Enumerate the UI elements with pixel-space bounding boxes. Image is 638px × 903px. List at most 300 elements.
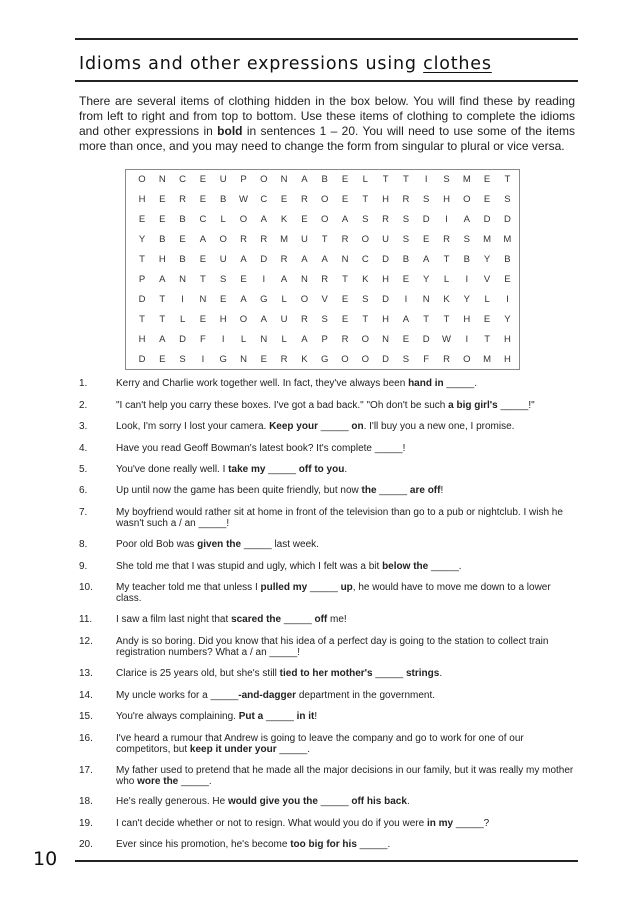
grid-row: [126, 250, 519, 270]
grid-letter: R: [260, 234, 268, 245]
grid-letter: A: [301, 174, 308, 185]
grid-letter: S: [179, 354, 186, 365]
grid-letter: R: [280, 254, 288, 265]
question-text: [116, 690, 578, 701]
bold-expression: too big for his: [290, 839, 357, 850]
bold-expression: in my: [426, 818, 454, 829]
bold-expression: on: [351, 421, 364, 432]
grid-letter: Y: [483, 254, 491, 265]
question-text: [116, 636, 578, 658]
grid-letter: F: [199, 334, 206, 345]
grid-letter: S: [402, 214, 410, 225]
grid-letter: H: [443, 194, 450, 205]
grid-letter: B: [179, 214, 186, 225]
grid-letter: I: [181, 294, 184, 305]
question-fragment: _____: [281, 614, 315, 625]
question-text: [116, 378, 578, 389]
grid-letter: E: [199, 194, 207, 205]
question-number: 7.: [79, 507, 88, 518]
grid-letter: E: [240, 274, 247, 285]
question-fragment: I saw a film last night that: [116, 614, 232, 625]
grid-letter: E: [159, 354, 166, 365]
grid-letter: H: [503, 334, 511, 345]
question-number: 20.: [79, 839, 93, 850]
grid-letter: S: [443, 174, 450, 185]
question-fragment: _____: [265, 464, 299, 475]
grid-letter: A: [260, 214, 267, 225]
grid-row: [126, 230, 519, 250]
title-rule: [75, 80, 578, 82]
question-fragment: My boyfriend would rather sit at home in front of the television than go to a pub or nightclub. I wish he wasn't such a / an _____!: [116, 507, 563, 529]
grid-letter: E: [423, 234, 430, 245]
grid-letter: N: [158, 174, 166, 185]
grid-letter: B: [179, 254, 186, 265]
grid-letter: E: [402, 334, 410, 345]
grid-letter: A: [240, 294, 247, 305]
question-fragment: . I'll buy you a new one, I promise.: [363, 421, 515, 432]
question-fragment: _____: [317, 421, 352, 432]
grid-letter: H: [138, 194, 146, 205]
grid-letter: S: [423, 194, 430, 205]
grid-letter: P: [321, 334, 328, 345]
question-number: 1.: [79, 378, 88, 389]
question-number: 17.: [79, 765, 93, 776]
grid-row: [126, 210, 519, 230]
question-fragment: _____.: [428, 561, 462, 572]
grid-letter: O: [463, 354, 471, 365]
grid-letter: E: [341, 174, 349, 185]
grid-letter: T: [362, 314, 369, 325]
grid-letter: K: [280, 214, 288, 225]
intro-bold-word: bold: [217, 124, 243, 138]
question-number: 13.: [79, 668, 93, 679]
grid-letter: E: [159, 214, 166, 225]
grid-letter: D: [422, 214, 430, 225]
bold-expression: tied to her mother's: [279, 668, 373, 679]
grid-letter: R: [382, 214, 390, 225]
grid-letter: S: [321, 314, 328, 325]
question-text: [116, 443, 578, 454]
grid-letter: E: [199, 254, 207, 265]
grid-letter: T: [342, 274, 348, 285]
grid-letter: D: [422, 334, 430, 345]
grid-letter: N: [382, 334, 390, 345]
bottom-rule: [75, 860, 578, 862]
grid-letter: M: [280, 234, 289, 245]
grid-letter: H: [138, 334, 146, 345]
grid-letter: D: [382, 294, 390, 305]
question-text: [116, 839, 578, 850]
grid-letter: B: [220, 194, 227, 205]
grid-letter: A: [280, 274, 288, 285]
grid-letter: E: [199, 314, 207, 325]
grid-letter: O: [239, 214, 248, 225]
grid-letter: W: [239, 194, 248, 205]
grid-row: [126, 350, 519, 370]
grid-letter: A: [199, 234, 207, 245]
bold-expression: keep it under your: [189, 744, 277, 755]
grid-letter: T: [504, 174, 511, 185]
grid-letter: A: [301, 334, 308, 345]
grid-letter: T: [362, 194, 369, 205]
grid-letter: K: [301, 354, 308, 365]
grid-letter: I: [506, 294, 509, 305]
grid-letter: S: [362, 294, 369, 305]
grid-letter: I: [221, 334, 225, 345]
grid-letter: L: [281, 294, 287, 305]
page-number: 10: [33, 848, 58, 870]
grid-letter: Y: [423, 274, 430, 285]
question-fragment: Kerry and Charlie work together well. In fact, they've always been: [116, 378, 409, 389]
title-prefix: Idioms and other expressions using: [79, 54, 424, 74]
grid-letter: O: [320, 214, 329, 225]
question-fragment: !: [440, 485, 444, 496]
grid-letter: D: [179, 334, 187, 345]
question-text: [116, 796, 578, 807]
question-fragment: I can't decide whether or not to resign. What would you do if you were: [116, 818, 427, 829]
question-number: 14.: [79, 690, 93, 701]
grid-letter: R: [300, 194, 308, 205]
grid-letter: O: [300, 294, 309, 305]
grid-letter: D: [382, 354, 390, 365]
grid-letter: T: [423, 314, 430, 325]
bold-expression: strings: [405, 668, 440, 679]
grid-letter: H: [158, 254, 166, 265]
question-fragment: You're always complaining.: [116, 711, 239, 722]
grid-letter: E: [138, 214, 146, 225]
question-fragment: Up until now the game has been quite friendly, but now: [116, 485, 362, 496]
question-fragment: Have you read Geoff Bowman's latest book? It's complete _____!: [116, 443, 406, 454]
grid-letter: B: [159, 234, 166, 245]
grid-letter: E: [199, 174, 207, 185]
intro-text-2: in sentences 1 – 20. You will need to use some of the items more than once, and you may need to change the form from singular to plural or vice versa.: [79, 124, 575, 153]
question-number: 16.: [79, 733, 93, 744]
bold-expression: Put a: [238, 711, 264, 722]
grid-letter: U: [219, 174, 227, 185]
bold-expression: are off: [409, 485, 441, 496]
question-fragment: _____.: [276, 744, 310, 755]
grid-letter: N: [240, 354, 247, 365]
grid-letter: R: [341, 334, 349, 345]
grid-letter: D: [138, 294, 146, 305]
question-number: 10.: [79, 582, 93, 593]
grid-letter: Y: [504, 314, 511, 325]
bold-expression: hand in: [408, 378, 444, 389]
grid-letter: E: [179, 234, 186, 245]
bold-expression: Keep your: [269, 421, 318, 432]
grid-letter: R: [443, 234, 450, 245]
question-fragment: department in the government.: [296, 690, 436, 701]
word-search-grid: [125, 169, 520, 370]
grid-letter: F: [423, 354, 430, 365]
grid-letter: T: [484, 334, 490, 345]
grid-letter: O: [239, 314, 248, 325]
question-number: 19.: [79, 818, 93, 829]
grid-letter: S: [402, 234, 410, 245]
bold-expression: up: [340, 582, 353, 593]
grid-letter: Y: [463, 294, 470, 305]
grid-letter: C: [199, 214, 207, 225]
question-number: 3.: [79, 421, 88, 432]
grid-letter: M: [462, 174, 471, 185]
question-fragment: .: [344, 464, 348, 475]
question-number: 6.: [79, 485, 88, 496]
bold-expression: take my: [228, 464, 266, 475]
grid-letter: P: [240, 174, 247, 185]
question-number: 2.: [79, 400, 88, 411]
question-number: 4.: [79, 443, 88, 454]
grid-letter: E: [280, 194, 288, 205]
question-fragment: She told me that I was stupid and ugly, which I felt was a bit: [116, 561, 383, 572]
grid-letter: I: [424, 174, 428, 185]
question-fragment: .: [439, 668, 443, 679]
question-number: 11.: [79, 614, 93, 625]
grid-letter: K: [362, 274, 369, 285]
grid-letter: A: [321, 254, 328, 265]
grid-letter: C: [179, 174, 187, 185]
grid-letter: I: [404, 294, 408, 305]
grid-letter: E: [260, 354, 267, 365]
grid-letter: O: [361, 354, 369, 365]
grid-letter: E: [341, 294, 349, 305]
grid-letter: R: [300, 314, 308, 325]
grid-letter: E: [483, 174, 491, 185]
grid-letter: R: [443, 354, 450, 365]
grid-letter: L: [240, 334, 247, 345]
grid-letter: T: [321, 234, 328, 245]
intro-paragraph: [79, 94, 575, 154]
question-fragment: me!: [327, 614, 347, 625]
grid-letter: H: [503, 354, 511, 365]
grid-letter: A: [159, 274, 166, 285]
grid-letter: B: [402, 254, 410, 265]
bold-expression: wore the: [137, 776, 179, 787]
grid-letter: O: [138, 174, 146, 185]
grid-letter: I: [465, 334, 469, 345]
question-fragment: Andy is so boring. Did you know that his idea of a perfect day is going to the station to collect train registration numbers? What a / an _____!: [116, 636, 549, 658]
grid-letter: D: [260, 254, 268, 265]
grid-letter: S: [402, 354, 410, 365]
question-text: [116, 765, 578, 787]
question-text: [116, 561, 578, 572]
question-text: [116, 711, 578, 722]
grid-letter: D: [138, 354, 146, 365]
grid-letter: R: [321, 274, 329, 285]
question-number: 15.: [79, 711, 93, 722]
question-fragment: Look, I'm sorry I lost your camera.: [116, 421, 270, 432]
grid-letter: T: [159, 314, 166, 325]
bold-expression: a big girl's: [448, 400, 498, 411]
grid-letter: Y: [138, 234, 146, 245]
grid-letter: P: [138, 274, 146, 285]
question-fragment: He's really generous. He: [116, 796, 228, 807]
grid-row: [126, 170, 519, 190]
grid-letter: E: [483, 194, 491, 205]
grid-letter: E: [483, 314, 491, 325]
grid-letter: W: [442, 334, 451, 345]
grid-letter: A: [423, 254, 430, 265]
grid-letter: H: [219, 314, 227, 325]
bold-expression: would give you the: [227, 796, 318, 807]
bold-expression: off his back: [351, 796, 407, 807]
grid-letter: M: [503, 234, 512, 245]
grid-letter: S: [220, 274, 227, 285]
grid-letter: I: [465, 274, 469, 285]
bold-expression: off: [314, 614, 328, 625]
grid-letter: H: [382, 274, 390, 285]
question-fragment: _____.: [356, 839, 391, 850]
grid-letter: H: [382, 314, 390, 325]
question-fragment: _____!": [497, 400, 535, 411]
top-rule: [75, 38, 578, 40]
grid-letter: R: [179, 194, 187, 205]
grid-letter: E: [341, 314, 349, 325]
grid-letter: E: [220, 294, 227, 305]
grid-letter: I: [262, 274, 266, 285]
question-fragment: _____: [263, 711, 297, 722]
question-text: [116, 582, 578, 604]
grid-letter: N: [341, 254, 349, 265]
grid-letter: H: [463, 314, 471, 325]
grid-letter: G: [219, 354, 227, 365]
question-number: 5.: [79, 464, 88, 475]
bold-expression: scared the: [231, 614, 282, 625]
grid-letter: T: [139, 254, 145, 265]
grid-letter: A: [260, 314, 267, 325]
grid-row: [126, 190, 519, 210]
grid-letter: T: [159, 294, 166, 305]
grid-letter: O: [361, 334, 369, 345]
question-text: [116, 668, 578, 679]
question-fragment: _____: [307, 582, 341, 593]
grid-letter: B: [463, 254, 470, 265]
grid-letter: R: [341, 234, 349, 245]
grid-letter: G: [320, 354, 329, 365]
question-number: 18.: [79, 796, 93, 807]
grid-letter: N: [280, 174, 288, 185]
grid-letter: E: [159, 194, 166, 205]
grid-letter: C: [361, 254, 369, 265]
question-fragment: Clarice is 25 years old, but she's still: [116, 668, 280, 679]
bold-expression: pulled my: [260, 582, 308, 593]
grid-row: [126, 330, 519, 350]
grid-letter: T: [402, 174, 409, 185]
question-fragment: , he would have to move me down to a lower class.: [116, 582, 551, 604]
question-text: [116, 818, 578, 829]
grid-letter: I: [445, 214, 448, 225]
title-underlined-word: clothes: [423, 54, 492, 74]
grid-letter: G: [260, 294, 268, 305]
grid-letter: E: [504, 274, 511, 285]
grid-letter: A: [341, 214, 349, 225]
grid-letter: U: [382, 234, 390, 245]
grid-letter: K: [443, 294, 450, 305]
question-fragment: _____?: [453, 818, 490, 829]
grid-letter: V: [483, 274, 491, 285]
grid-letter: T: [443, 314, 450, 325]
grid-letter: L: [179, 314, 186, 325]
grid-letter: A: [240, 254, 247, 265]
grid-letter: D: [483, 214, 491, 225]
question-fragment: _____.: [443, 378, 477, 389]
bold-expression: in it: [296, 711, 315, 722]
grid-letter: A: [463, 214, 470, 225]
grid-letter: S: [463, 234, 470, 245]
grid-letter: A: [159, 334, 166, 345]
grid-letter: E: [301, 214, 308, 225]
grid-letter: H: [382, 194, 390, 205]
grid-letter: U: [219, 254, 227, 265]
grid-letter: R: [280, 354, 288, 365]
grid-letter: O: [341, 354, 349, 365]
question-fragment: "I can't help you carry these boxes. I've got a bad back." "Oh don't be such: [116, 400, 449, 411]
grid-letter: M: [483, 234, 492, 245]
grid-letter: B: [504, 254, 511, 265]
grid-letter: E: [402, 274, 410, 285]
grid-row: [126, 290, 519, 310]
question-number: 12.: [79, 636, 93, 647]
grid-letter: L: [484, 294, 490, 305]
question-fragment: _____ last week.: [241, 539, 319, 550]
grid-letter: L: [362, 174, 368, 185]
grid-letter: D: [503, 214, 511, 225]
question-number: 9.: [79, 561, 88, 572]
grid-letter: M: [483, 354, 492, 365]
grid-letter: T: [382, 174, 389, 185]
question-fragment: My teacher told me that unless I: [116, 582, 261, 593]
grid-letter: N: [199, 294, 207, 305]
question-fragment: _____: [376, 485, 410, 496]
question-number: 8.: [79, 539, 88, 550]
question-fragment: I've heard a rumour that Andrew is going to leave the company and go to work for one of our competitors, but: [116, 733, 524, 755]
grid-letter: U: [300, 234, 308, 245]
question-fragment: _____: [317, 796, 352, 807]
bold-expression: below the: [382, 561, 429, 572]
question-fragment: _____.: [178, 776, 212, 787]
question-text: [116, 614, 578, 625]
question-fragment: .: [406, 796, 410, 807]
grid-letter: E: [341, 194, 349, 205]
question-text: [116, 464, 578, 475]
grid-letter: V: [321, 294, 328, 305]
page-title: [79, 54, 492, 74]
question-fragment: You've done really well. I: [116, 464, 229, 475]
question-text: [116, 539, 578, 550]
grid-letter: D: [382, 254, 390, 265]
question-text: [116, 485, 578, 496]
grid-letter: O: [260, 174, 268, 185]
grid-letter: C: [260, 194, 268, 205]
grid-letter: A: [301, 254, 308, 265]
grid-letter: R: [402, 194, 410, 205]
question-text: [116, 507, 578, 529]
question-fragment: Poor old Bob was: [116, 539, 198, 550]
grid-row: [126, 310, 519, 330]
bold-expression: the: [361, 485, 377, 496]
grid-row: [126, 270, 519, 290]
grid-letter: N: [179, 274, 187, 285]
grid-letter: L: [443, 274, 450, 285]
grid-letter: B: [321, 174, 328, 185]
grid-letter: N: [260, 334, 268, 345]
grid-letter: S: [504, 194, 511, 205]
grid-letter: A: [402, 314, 410, 325]
question-fragment: Ever since his promotion, he's become: [116, 839, 291, 850]
grid-letter: O: [219, 234, 227, 245]
grid-letter: S: [362, 214, 369, 225]
question-text: [116, 733, 578, 755]
grid-letter: T: [139, 314, 145, 325]
